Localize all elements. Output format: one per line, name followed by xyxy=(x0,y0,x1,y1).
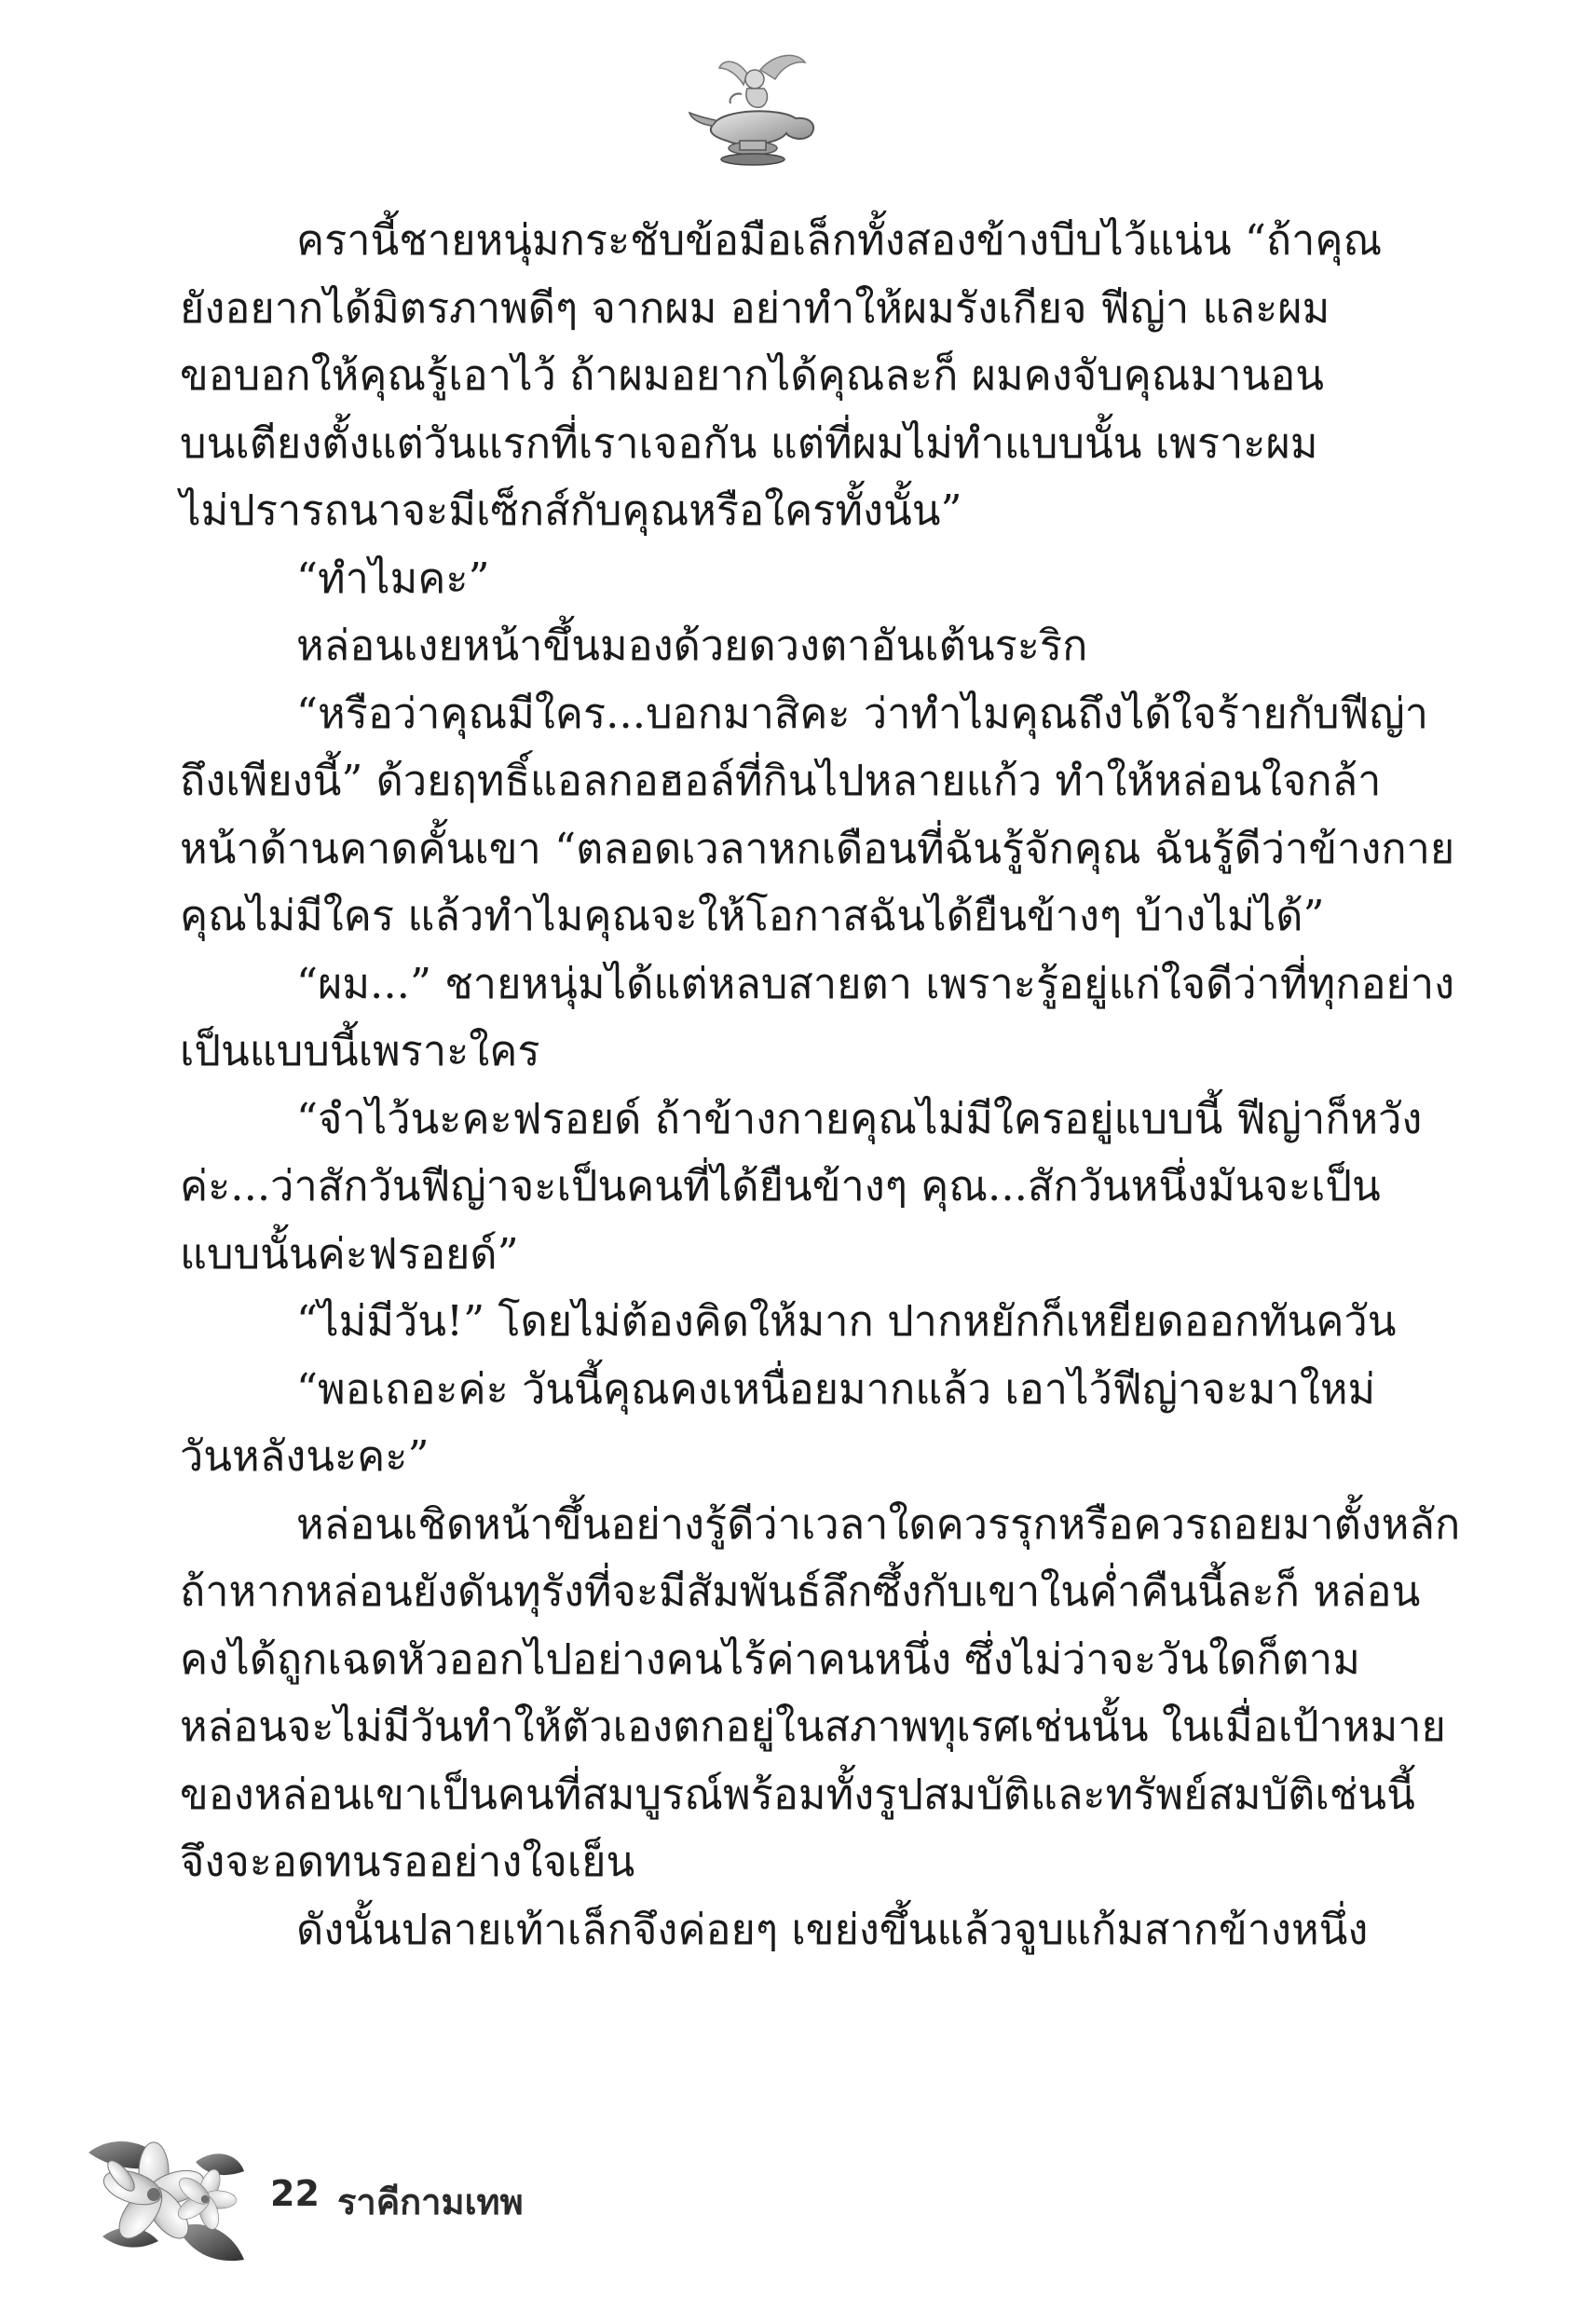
text-line: ดังนั้นปลายเท้าเล็กจึงค่อยๆ เขย่งขึ้นแล้วจูบแก้มสากข้างหนึ่ง xyxy=(296,1904,1369,1954)
text-line: “หรือว่าคุณมีใคร...บอกมาสิคะ ว่าทำไมคุณถึงได้ใจร้ายกับฟีญ่า xyxy=(296,688,1428,738)
text-line: ขอบอกให้คุณรู้เอาไว้ ถ้าผมอยากได้คุณละก็ ผมคงจับคุณมานอน xyxy=(180,350,1324,400)
text-line: “ทำไมคะ” xyxy=(296,553,490,603)
cupid-lamp-ornament-icon xyxy=(686,51,825,168)
text-line: “จำไว้นะคะฟรอยด์ ถ้าข้างกายคุณไม่มีใครอยู่แบบนี้ ฟีญ่าก็หวัง xyxy=(296,1093,1423,1143)
text-line: ถ้าหากหล่อนยังดันทุรังที่จะมีสัมพันธ์ลึกซึ้งกับเขาในค่ำคืนนี้ละก็ หล่อน xyxy=(180,1566,1421,1616)
text-line: “ไม่มีวัน!” โดยไม่ต้องคิดให้มาก ปากหยักก็เหยียดออกทันควัน xyxy=(296,1296,1397,1346)
text-line: ค่ะ...ว่าสักวันฟีญ่าจะเป็นคนที่ได้ยืนข้างๆ คุณ...สักวันหนึ่งมันจะเป็น xyxy=(180,1161,1381,1210)
text-line: หน้าด้านคาดคั้นเขา “ตลอดเวลาหกเดือนที่ฉันรู้จักคุณ ฉันรู้ดีว่าข้างกาย xyxy=(180,823,1455,873)
frangipani-flower-icon xyxy=(84,2125,247,2274)
text-line: หล่อนเงยหน้าขึ้นมองด้วยดวงตาอันเต้นระริก xyxy=(296,621,1088,670)
text-line: บนเตียงตั้งแต่วันแรกที่เราเจอกัน แต่ที่ผมไม่ทำแบบนั้น เพราะผม xyxy=(180,417,1318,468)
text-line: ครานี้ชายหนุ่มกระชับข้อมือเล็กทั้งสองข้างบีบไว้แน่น “ถ้าคุณ xyxy=(296,215,1383,265)
text-line: เป็นแบบนี้เพราะใคร xyxy=(180,1026,540,1075)
text-line: แบบนั้นค่ะฟรอยด์” xyxy=(180,1228,519,1279)
text-line: ถึงเพียงนี้” ด้วยฤทธิ์แอลกอฮอล์ที่กินไปหลายแก้ว ทำให้หล่อนใจกล้า xyxy=(180,756,1382,805)
text-line: ยังอยากได้มิตรภาพดีๆ จากผม อย่าทำให้ผมรังเกียจ ฟีญ่า และผม xyxy=(180,282,1330,333)
text-line: วันหลังนะคะ” xyxy=(180,1431,430,1481)
text-line: คงได้ถูกเฉดหัวออกไปอย่างคนไร้ค่าคนหนึ่ง ซึ่งไม่ว่าจะวันใดก็ตาม xyxy=(180,1634,1360,1684)
body-text xyxy=(180,207,1461,1963)
text-line: จึงจะอดทนรออย่างใจเย็น xyxy=(180,1837,635,1886)
text-line: หล่อนเชิดหน้าขึ้นอย่างรู้ดีว่าเวลาใดควรรุกหรือควรถอยมาตั้งหลัก xyxy=(296,1498,1461,1549)
text-line: “พอเถอะค่ะ วันนี้คุณคงเหนื่อยมากแล้ว เอาไว้ฟีญ่าจะมาใหม่ xyxy=(296,1363,1376,1414)
text-line: ไม่ปรารถนาจะมีเซ็กส์กับคุณหรือใครทั้งนั้น” xyxy=(180,485,962,535)
text-line: ของหล่อนเขาเป็นคนที่สมบูรณ์พร้อมทั้งรูปสมบัติและทรัพย์สมบัติเช่นนี้ xyxy=(180,1769,1415,1819)
book-title: ราคีกามเทพ xyxy=(337,2181,524,2222)
text-line: คุณไม่มีใคร แล้วทำไมคุณจะให้โอกาสฉันได้ยืนข้างๆ บ้างไม่ได้” xyxy=(180,891,1325,940)
page-footer xyxy=(0,2125,745,2311)
page-number: 22 xyxy=(270,2173,320,2214)
text-line: “ผม...” ชายหนุ่มได้แต่หลบสายตา เพราะรู้อยู่แก่ใจดีว่าที่ทุกอย่าง xyxy=(296,958,1455,1008)
text-line: หล่อนจะไม่มีวันทำให้ตัวเองตกอยู่ในสภาพทุเรศเช่นนั้น ในเมื่อเป้าหมาย xyxy=(180,1702,1446,1751)
